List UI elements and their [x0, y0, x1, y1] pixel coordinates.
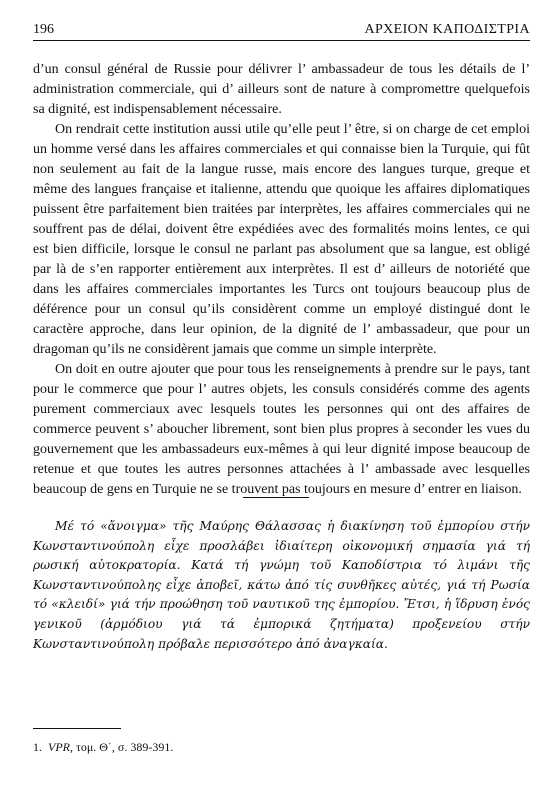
greek-commentary — [33, 517, 530, 654]
footnote-detail: τομ. Θ΄, σ. 389-391. — [76, 740, 174, 754]
commentary-paragraph: Μέ τό «ἄνοιγμα» τῆς Μαύρης Θάλασσας ἡ διακίνηση τοῦ ἐμπορίου στήν Κωνσταντινούπολη εἶχε προσλάβει ἰδιαίτερη οἰκονομική σημασία γιά τή ρωσική αὐτοκρατορία. Κατά τή γνώμη τοῦ Καποδίστρια τό λιμάνι τῆς Κωνσταντινούπολης εἶχε ἀποβεῖ, κάτω ἀπό τίς συνθῆκες αὐτές, γιά τή Ρωσία τό «κλειδί» γιά τήν προώθηση τοῦ ναυτικοῦ της ἐμπορίου. Ἔτσι, ἡ ἵδρυση ἑνός γενικοῦ (ἁρμόδιου γιά τά ἐμπορικά ζητήματα) προξενείου στήν Κωνσταντινούπολη πρόβαλε περισσότερο ἀπό ἀναγκαία. — [33, 519, 530, 651]
footnote-source: VPR, — [48, 740, 73, 754]
main-text — [33, 60, 530, 500]
page-number: 196 — [33, 22, 54, 37]
paragraph-continuation: d’un consul général de Russie pour délivrer l’ ambassadeur de tous les détails de l’ administration commerciale, qui d’ ailleurs sont de nature à compromettre quelquefois sa dignité, est indispensablement nécessaire. — [33, 62, 530, 117]
running-title: ΑΡΧΕΙΟΝ ΚΑΠΟΔΙΣΤΡΙΑ — [364, 22, 530, 37]
footnote-divider — [33, 728, 121, 729]
header-rule — [33, 40, 530, 41]
paragraph-consul-information: On doit en outre ajouter que pour tous les renseignements à prendre sur le pays, tant pour le commerce que pour l’ autres objets, les consuls considérés comme des agents purement commerciaux avec lesquels toutes les personnes qui ont des affaires de commerce peuvent s’ aboucher librement, sont bien plus propres à seconder les vues du gouvernement que les ambassadeurs eux-mêmes à qui leur dignité impose beaucoup de retenue et que toutes les autres personnes attachées à l’ ambassade avec lesquelles beaucoup de gens en Turquie ne se trouvent pas toujours en mesure d’ entrer en liaison. — [33, 362, 530, 497]
paragraph-consul-role: On rendrait cette institution aussi utile qu’elle peut l’ être, si on charge de cet emploi un homme versé dans les affaires commerciales et qui connaisse bien la Turquie, qui fût non seulement au fait de la langue russe, mais encore des langues turque, greque et même des langues française et italienne, attendu que quoique les affaires diplomatiques puissent être parfaitement bien traitées par interprètes, les affaires commerciales qui ne souffrent pas de délai, doivent être expédiées avec des formalités moins lentes, ce qui est bien difficile, lorsque le consul ne parlant pas absolument que sa langue, est obligé par là de s’en rapporter entièrement aux interprètes. Il est d’ ailleurs de notoriété que dans les affaires commerciales importantes les Turcs ont toujours beaucoup plus de déférence pour un consul qu’ils considèrent comme un employé distingué dont le caractère approche, dans leur opinion, de la dignité de l’ ambassadeur, que pour un dragoman qu’ils ne considèrent jamais que comme un simple interprète. — [33, 122, 530, 357]
footnote — [33, 740, 173, 755]
section-divider — [243, 497, 309, 498]
footnote-marker: 1. — [33, 740, 42, 754]
page-header — [33, 20, 530, 42]
